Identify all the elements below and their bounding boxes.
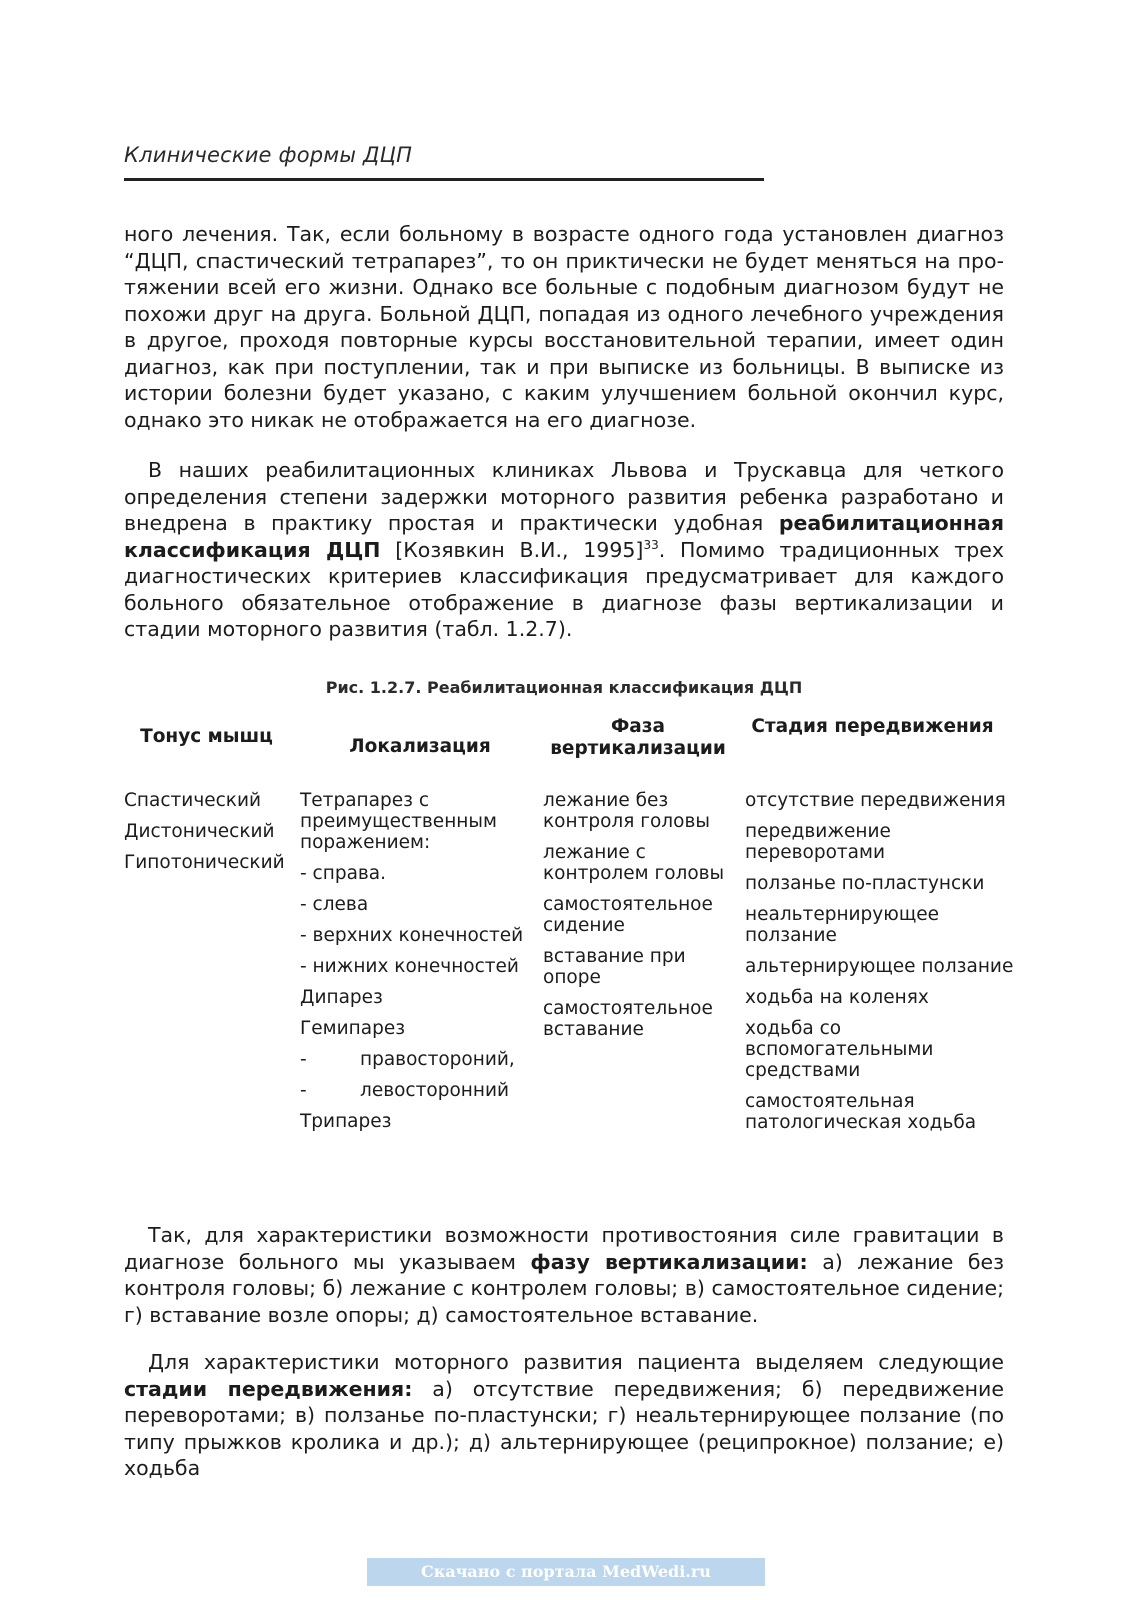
localization-item: Дипарез (300, 987, 383, 1008)
tone-item: Дистонический (124, 821, 275, 842)
stage-item: самостоятельная патологическая ходьба (745, 1091, 977, 1133)
localization-subitem: - правостороний, (300, 1049, 515, 1070)
localization-subitem: - левосторонний (300, 1080, 509, 1101)
phase-item: лежание с контролем головы (543, 842, 725, 884)
localization-item: - справа. (300, 863, 387, 884)
running-head: Клинические формы ДЦП (124, 143, 413, 167)
paragraph-3 (124, 1222, 1004, 1328)
tone-item: Спастический (124, 790, 262, 811)
phase-item: лежание без контроля головы (543, 790, 710, 832)
localization-item: - слева (300, 894, 369, 915)
header-rule (124, 178, 764, 181)
column-header-phase: Фаза вертикализации (550, 716, 726, 759)
paragraph-2-text-c: . Помимо традиционных трех диагностических критериев классификация предусматривает для каждого больного обязательное отображение в диагнозе фазы вертикализации и стадии моторного развития (табл. 1.2.7). (124, 537, 1004, 641)
phase-item: вставание при опоре (543, 946, 686, 988)
column-header-stage: Стадия передвижения (751, 716, 994, 737)
citation-ref: 33 (643, 537, 659, 552)
paragraph-4-text-a: Для характеристики моторного развития пациента выделяем следующие (148, 1350, 1004, 1374)
stage-column (745, 790, 1025, 1143)
localization-item: - нижних конечностей (300, 956, 519, 977)
paragraph-2 (124, 457, 1004, 643)
paragraph-3-text-b: а) лежание без контроля головы; б) лежание с контролем головы; в) самостоятельное сидение; г) вставание возле опоры; д) самостоятельное вставание. (124, 1249, 1004, 1327)
localization-item: - верхних конечностей (300, 925, 524, 946)
figure-caption: Рис. 1.2.7. Реабилитационная классификация ДЦП (325, 678, 803, 697)
stage-item: ходьба со вспомогательными средствами (745, 1018, 934, 1081)
phase-item: самостоятельное сидение (543, 894, 713, 936)
localization-item: Гемипарез (300, 1018, 406, 1039)
paragraph-2-text-b: [Козявкин В.И., 1995] (380, 537, 644, 562)
paragraph-3-text-a: Так, для характеристики возможности противостояния силе гравитации в диагнозе больного мы указываем (124, 1223, 1004, 1274)
localization-column (300, 790, 540, 1142)
localization-item: Тетрапарез с преимущественным поражением: (300, 790, 497, 853)
paragraph-3-bold: фазу вертикализации: (530, 1249, 808, 1274)
paragraph-2-bold: реабилитационная классификация ДЦП (124, 511, 1004, 562)
paragraph-4 (124, 1349, 1004, 1482)
stage-item: неальтернирующее ползание (745, 904, 940, 946)
column-header-tone: Тонус мышц (140, 726, 273, 747)
phase-column (543, 790, 743, 1050)
stage-item: альтернирующее ползание (745, 956, 1014, 977)
stage-item: отсутствие передвижения (745, 790, 1006, 811)
paragraph-1: ного лечения. Так, если больному в возрасте одного года установлен диагноз “ДЦП, спастический тетрапарез”, то он приктически не будет меняться на протяжении всей его жизни. Однако все больные с подобным диагнозом будут не похожи друг на друга. Больной ДЦП, попадая из одного лечебного учреждения в другое, проходя повторные курсы восстановительной терапии, имеет один диагноз, как при поступлении, так и при выписке из больницы. В выписке из истории болезни будет указано, с каким улучшением больной окончил курс, однако это никак не отображается на его диагнозе. (124, 222, 1004, 432)
paragraph-2-text-a: В наших реабилитационных клиниках Львова и Трускавца для четкого определения степени задержки моторного развития ребенка разработано и внедрена в практику простая и практически удобная (124, 458, 1004, 535)
paragraph-4-text-b: а) отсутствие передвижения; б) передвижение переворотами; в) ползанье по-пластунски; г) неальтернирующее ползание (по типу прыжков кролика и др.); д) альтернирующее (реципрокное) ползание; е) ходьба (124, 1376, 1004, 1480)
paragraph-4-bold: стадии передвижения: (124, 1376, 413, 1401)
tone-column (124, 790, 294, 883)
localization-subitem-label: правостороний, (360, 1049, 515, 1070)
column-header-localization: Локализация (349, 736, 491, 757)
stage-item: ходьба на коленях (745, 987, 929, 1008)
localization-subitem-label: левосторонний (360, 1080, 509, 1101)
stage-item: передвижение переворотами (745, 821, 891, 863)
stage-item: ползанье по-пластунски (745, 873, 985, 894)
tone-item: Гипотонический (124, 852, 285, 873)
source-banner: Скачано с портала MedWedi.ru (367, 1558, 765, 1586)
phase-item: самостоятельное вставание (543, 998, 713, 1040)
localization-item: Трипарез (300, 1111, 392, 1132)
